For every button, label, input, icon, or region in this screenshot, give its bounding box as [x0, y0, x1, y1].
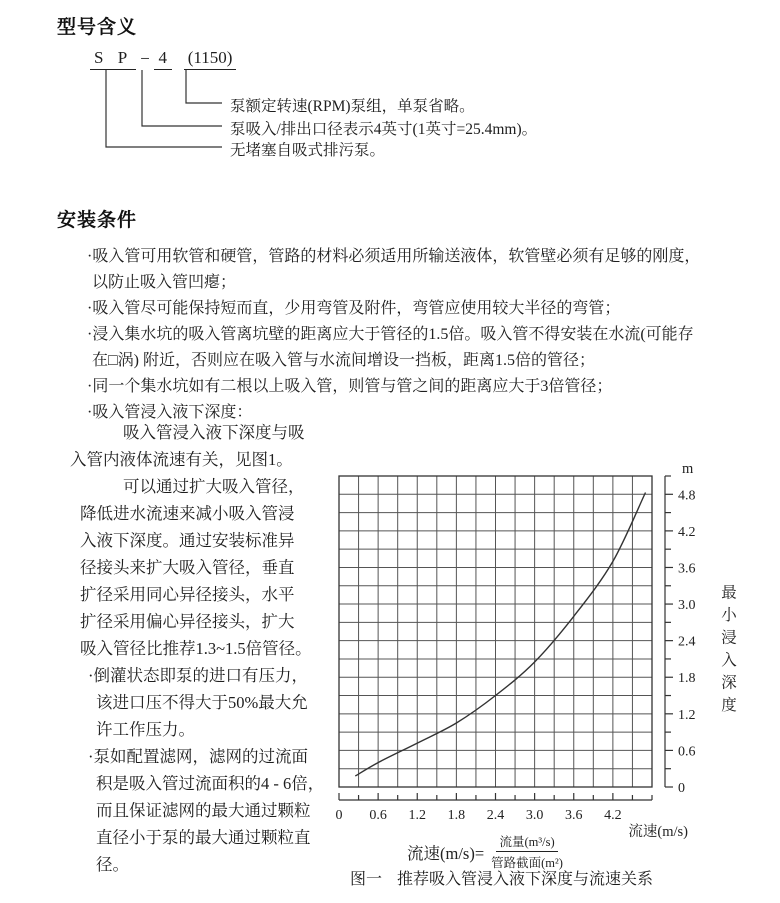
svg-text:3.6: 3.6: [565, 808, 583, 823]
note-line: 直径小于泵的最大通过颗粒直: [96, 828, 311, 847]
model-legend-size: 泵吸入/排出口径表示4英寸(1英寸=25.4mm)。: [230, 121, 538, 138]
model-legend-rpm: 泵额定转速(RPM)泵组，单泵省略。: [230, 98, 475, 115]
install-line: ·吸入管可用软管和硬管，管路的材料必须适用所输送液体，软管壁必须有足够的刚度，: [87, 248, 701, 265]
note-line: 可以通过扩大吸入管径，: [123, 477, 305, 496]
note-line: 扩径采用偏心异径接头，扩大: [80, 612, 295, 631]
note-line: 径。: [96, 855, 129, 874]
note-line: 许工作压力。: [96, 720, 195, 739]
model-legend-series: 无堵塞自吸式排污泵。: [230, 142, 386, 159]
svg-text:2.4: 2.4: [486, 808, 505, 823]
note-line: 吸入管径比推荐1.3~1.5倍管径。: [80, 639, 312, 658]
install-line: ·同一个集水坑如有二根以上吸入管，则管与管之间的距离应大于3倍管径；: [87, 378, 613, 395]
note-line: 入液下深度。通过安装标准异: [80, 531, 295, 550]
note-line: 降低进水流速来减小吸入管浸: [80, 504, 295, 523]
install-line: ·吸入管尽可能保持短而直，少用弯管及附件，弯管应使用较大半径的弯管；: [87, 300, 621, 317]
note-line: 入管内液体流速有关，见图1。: [70, 450, 293, 469]
install-line: ·浸入集水坑的吸入管离坑壁的距离应大于管径的1.5倍。吸入管不得安装在水流(可能存: [87, 326, 694, 343]
note-line: 吸入管浸入液下深度与吸: [123, 423, 305, 442]
formula-denominator: 管路截面(m²): [491, 856, 563, 870]
note-line: 积是吸入管过流面积的4 - 6倍，: [96, 774, 325, 793]
note-line: 扩径采用同心异径接头，水平: [80, 585, 295, 604]
install-conditions-list: [87, 244, 707, 426]
install-line: ·吸入管浸入液下深度：: [87, 404, 253, 421]
svg-text:1.8: 1.8: [447, 808, 466, 823]
model-connector-lines: [100, 68, 230, 153]
note-line: 该进口压不得大于50%最大允: [96, 693, 308, 712]
svg-text:0: 0: [335, 808, 343, 823]
model-code-rpm: (1150): [184, 48, 237, 70]
svg-text:2.4: 2.4: [678, 634, 696, 650]
svg-text:4.2: 4.2: [678, 524, 696, 540]
model-meaning-title: 型号含义: [57, 17, 138, 38]
svg-text:1.2: 1.2: [408, 808, 426, 823]
model-code-dash: −: [140, 49, 150, 68]
svg-text:3.0: 3.0: [525, 808, 544, 823]
immersion-depth-chart: [330, 455, 760, 850]
svg-text:1.8: 1.8: [678, 671, 696, 687]
formula-numerator: 流量(m³/s): [496, 832, 557, 852]
note-line: ·倒灌状态即泵的进口有压力，: [88, 666, 308, 685]
install-conditions-title: 安装条件: [57, 210, 138, 231]
figure-caption-label: 图一: [350, 871, 383, 888]
note-line: 径接头来扩大吸入管径，垂直: [80, 558, 295, 577]
model-code: [90, 48, 236, 70]
svg-text:0: 0: [678, 781, 685, 796]
svg-text:3.6: 3.6: [678, 561, 696, 577]
immersion-depth-notes: [70, 419, 360, 878]
figure-caption-text: 推荐吸入管浸入液下深度与流速关系: [397, 871, 654, 888]
chart-y-axis-label: 最小浸入深度: [719, 584, 736, 719]
svg-text:1.2: 1.2: [678, 707, 696, 723]
figure-caption: [350, 866, 653, 889]
svg-text:流速(m/s): 流速(m/s): [628, 824, 688, 840]
svg-text:0.6: 0.6: [369, 808, 387, 823]
note-line: 而且保证滤网的最大通过颗粒: [96, 801, 311, 820]
svg-text:4.8: 4.8: [678, 488, 696, 504]
formula-lhs: 流速(m/s)=: [407, 843, 485, 863]
model-code-size: 4: [154, 48, 172, 70]
model-code-series: S P: [90, 48, 136, 70]
svg-text:m: m: [682, 461, 694, 477]
install-line: 在□涡) 附近，否则应在吸入管与水流间增设一挡板，距离1.5倍的管径；: [92, 352, 595, 369]
svg-text:3.0: 3.0: [678, 598, 696, 614]
note-line: ·泵如配置滤网，滤网的过流面: [88, 747, 308, 766]
svg-text:0.6: 0.6: [678, 744, 696, 760]
install-line: 以防止吸入管凹瘪；: [92, 274, 237, 291]
svg-text:4.2: 4.2: [604, 808, 622, 823]
